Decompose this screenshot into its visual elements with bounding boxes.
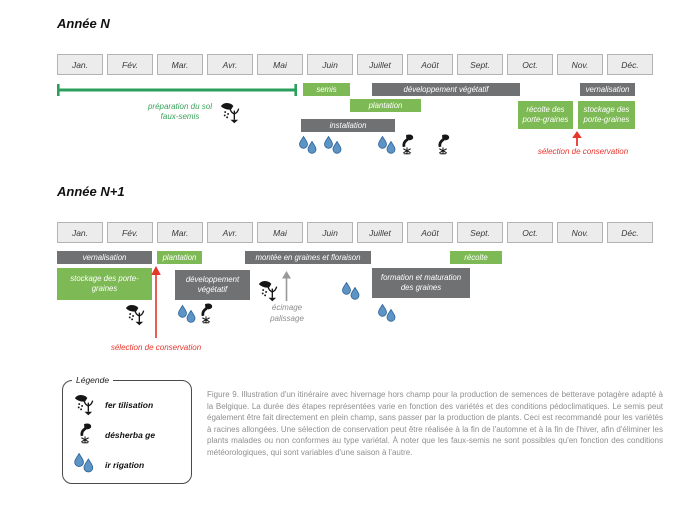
ecimage-palissage-note [247, 303, 327, 325]
month-cell: Juillet [357, 222, 403, 243]
year-n1-month-row [57, 222, 653, 243]
desherbage-icon [198, 302, 214, 326]
figure-caption: Figure 9. Illustration d'un itinéraire avec hivernage hors champ pour la production de semences de betterave potagère adapté à la Belgique. La durée des étapes représentées varie en fonction des variétés et des conditions pédoclimatiques. Le semis peut également être fait directement en plein champ, sans passer par la production de plants. Ceci est recommandé pour les variétés à racines allongées. Une sélection de conservation peut être réalisée à la fin de l'automne et à la fin de l'hiver, afin d'éliminer les plants malades ou non conformes au type variétal. À noter que les faux-semis ne sont possibles qu'en fonction des conditions météorologiques, qui sont variables d'une saison à l'autre. [207, 390, 663, 457]
bar-montee-graines-floraison: montée en graines et floraison [245, 251, 371, 264]
month-cell: Août [407, 54, 453, 75]
month-cell: Déc. [607, 54, 653, 75]
month-cell: Oct. [507, 222, 553, 243]
irrigation-icon [340, 281, 362, 303]
desherbage-icon [77, 422, 93, 446]
month-cell: Fév. [107, 222, 153, 243]
month-cell: Avr. [207, 222, 253, 243]
arrow-up-gray-icon [281, 271, 292, 301]
arrow-up-red-long-icon [150, 266, 162, 338]
month-cell: Mai [257, 222, 303, 243]
bar-developpement-vegetatif-n1: développement végétatif [175, 270, 250, 300]
irrigation-icon [376, 303, 398, 325]
bar-installation: installation [301, 119, 395, 132]
month-cell: Juin [307, 54, 353, 75]
irrigation-icon [72, 452, 96, 476]
year-n-month-row [57, 54, 653, 75]
legend-title: Légende [72, 375, 113, 385]
fertilisation-icon [73, 393, 95, 417]
selection-conservation-note-n1: sélection de conservation [110, 343, 202, 352]
month-cell: Juin [307, 222, 353, 243]
month-cell: Nov. [557, 54, 603, 75]
bar-formation-maturation-graines: formation et maturation des graines [372, 268, 470, 298]
ecimage-line2: palissage [270, 313, 304, 323]
year-n1-title: Année N+1 [57, 184, 125, 199]
fertilisation-icon [219, 101, 241, 125]
fertilisation-icon [124, 303, 146, 327]
bar-semis: semis [303, 83, 350, 96]
irrigation-icon [376, 135, 398, 157]
fertilisation-icon [257, 279, 279, 303]
bar-stockage-porte-graines-n1: stockage des porte-graines [57, 268, 152, 300]
month-cell: Fév. [107, 54, 153, 75]
legend-label-desherbage: désherba ge [105, 430, 156, 440]
month-cell: Oct. [507, 54, 553, 75]
irrigation-icon [176, 304, 198, 326]
arrow-up-red-icon [571, 131, 583, 146]
irrigation-icon [322, 135, 344, 157]
month-cell: Jan. [57, 54, 103, 75]
month-cell: Nov. [557, 222, 603, 243]
month-cell: Mai [257, 54, 303, 75]
legend-label-fertilisation: fer tilisation [105, 400, 154, 410]
legend-label-irrigation: ir rigation [105, 460, 145, 470]
ecimage-line1: écimage [271, 303, 303, 312]
month-cell: Sept. [457, 222, 503, 243]
month-cell: Jan. [57, 222, 103, 243]
bar-vernalisation-n1: vernalisation [57, 251, 152, 264]
selection-conservation-note: sélection de conservation [537, 147, 629, 156]
desherbage-icon [399, 133, 415, 157]
bar-stockage-porte-graines: stockage des porte-graines [578, 101, 635, 129]
month-cell: Avr. [207, 54, 253, 75]
month-cell: Mar. [157, 54, 203, 75]
year-n-title: Année N [57, 16, 110, 31]
bar-developpement-vegetatif: développement végétatif [372, 83, 520, 96]
bar-recolte-n1: récolte [450, 251, 502, 264]
prep-sol-line1: préparation du sol [147, 102, 213, 111]
month-cell: Déc. [607, 222, 653, 243]
bar-plantation-n1: plantation [157, 251, 202, 264]
month-cell: Août [407, 222, 453, 243]
bar-vernalisation: vernalisation [580, 83, 635, 96]
desherbage-icon [435, 133, 451, 157]
irrigation-icon [297, 135, 319, 157]
bar-plantation: plantation [350, 99, 421, 112]
bar-recolte-porte-graines: récolte des porte-graines [518, 101, 573, 129]
soil-preparation-bracket [57, 84, 297, 96]
month-cell: Mar. [157, 222, 203, 243]
month-cell: Sept. [457, 54, 503, 75]
prep-sol-line2: faux-semis [160, 112, 200, 122]
month-cell: Juillet [357, 54, 403, 75]
